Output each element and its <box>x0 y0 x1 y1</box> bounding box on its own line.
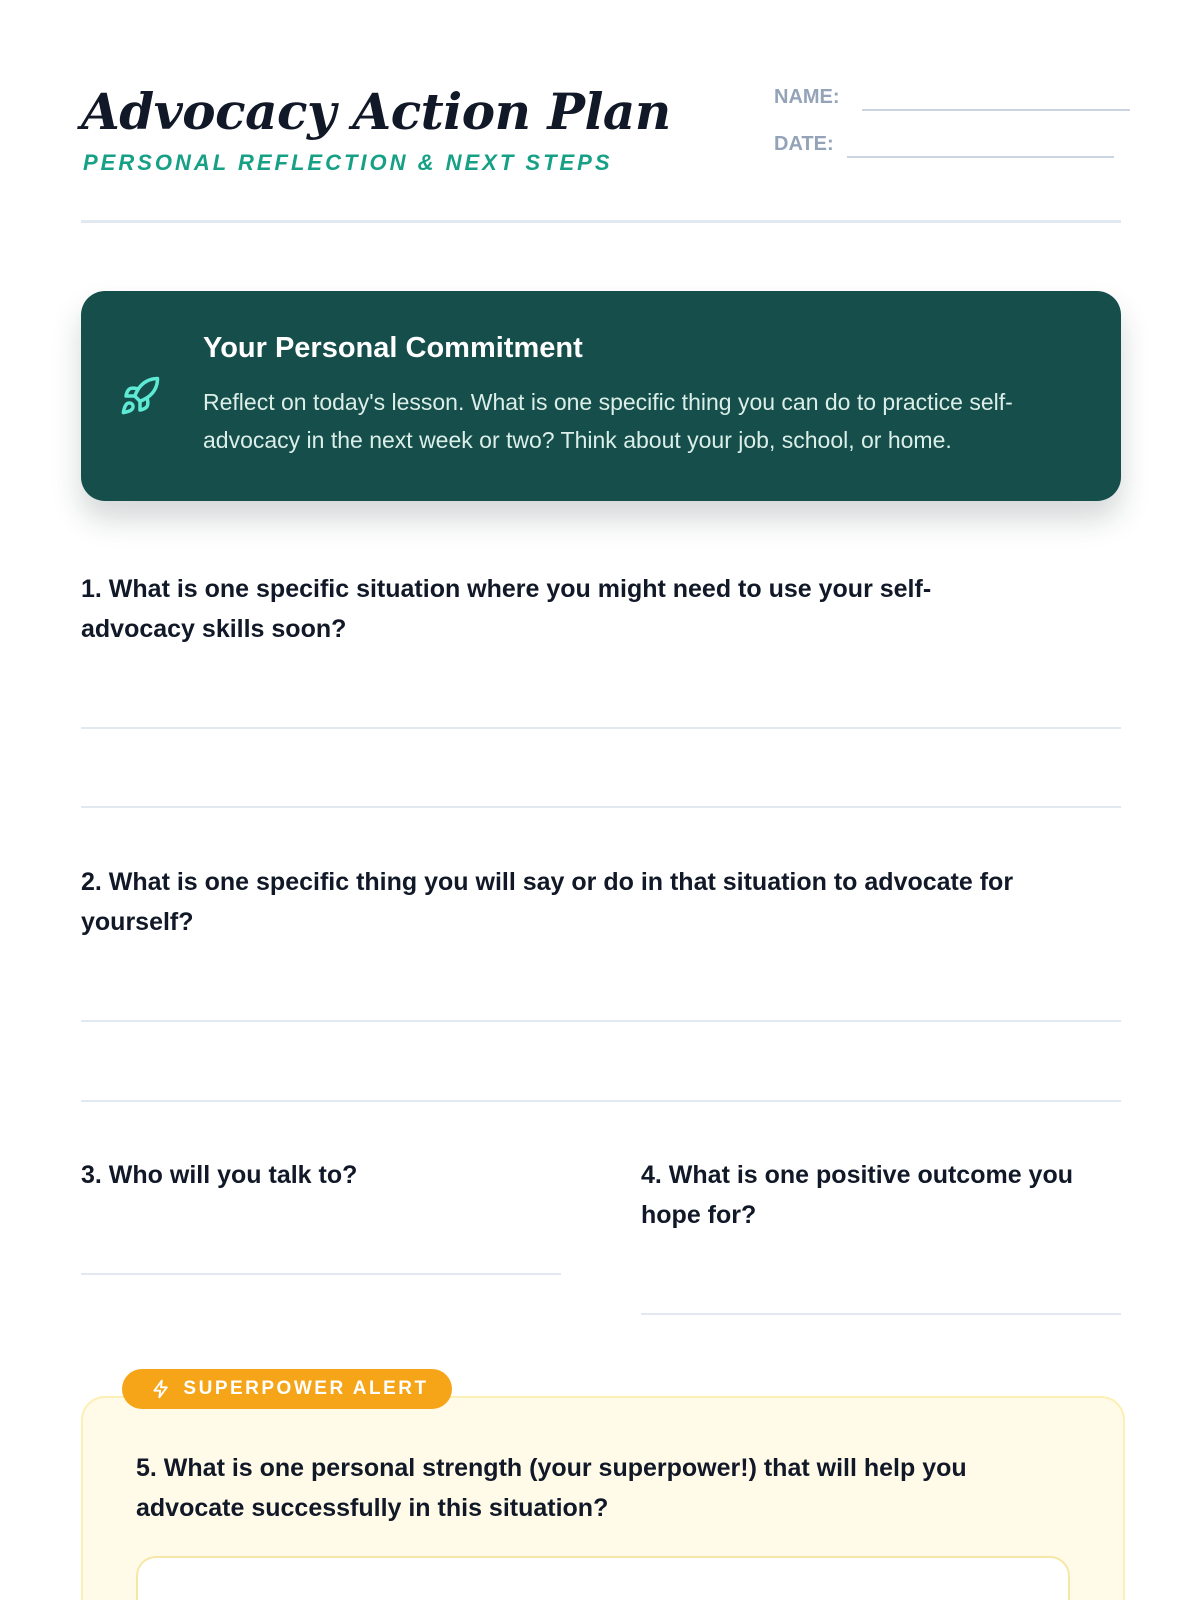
question-3: 3. Who will you talk to? <box>81 1161 358 1189</box>
commitment-title: Your Personal Commitment <box>203 332 583 364</box>
name-field[interactable] <box>774 80 1130 114</box>
header-divider <box>81 220 1121 223</box>
page-subtitle: PERSONAL REFLECTION & NEXT STEPS <box>83 150 613 175</box>
name-line[interactable] <box>862 83 1130 111</box>
question-1: 1. What is one specific situation where you might need to use your self-advocacy skills soon? <box>81 575 932 643</box>
answer-line-1b[interactable] <box>81 806 1121 808</box>
date-line[interactable] <box>847 130 1114 158</box>
answer-line-2b[interactable] <box>81 1100 1121 1102</box>
page-title: Advocacy Action Plan <box>81 82 671 141</box>
superpower-badge-label: SUPERPOWER ALERT <box>183 1378 429 1399</box>
commitment-text: Reflect on today's lesson. What is one specific thing you can do to practice self-advocacy in the next week or two? Think about your job, school, or home. <box>203 389 1013 453</box>
answer-line-4[interactable] <box>641 1313 1121 1315</box>
date-label: DATE: <box>774 133 834 155</box>
superpower-badge <box>122 1369 452 1409</box>
answer-line-3[interactable] <box>81 1273 561 1275</box>
bolt-icon <box>151 1379 171 1399</box>
commitment-card <box>81 291 1121 501</box>
answer-line-2a[interactable] <box>81 1020 1121 1022</box>
name-label: NAME: <box>774 86 840 108</box>
rocket-icon <box>119 375 161 417</box>
question-2: 2. What is one specific thing you will say or do in that situation to advocate for yourself? <box>81 868 1014 936</box>
superpower-answer-box[interactable] <box>136 1556 1070 1600</box>
question-4: 4. What is one positive outcome you hope for? <box>641 1161 1074 1229</box>
question-5: 5. What is one personal strength (your superpower!) that will help you advocate successfully in this situation? <box>136 1454 967 1522</box>
date-field[interactable] <box>774 127 1114 161</box>
worksheet-header <box>81 80 1121 220</box>
answer-line-1a[interactable] <box>81 727 1121 729</box>
